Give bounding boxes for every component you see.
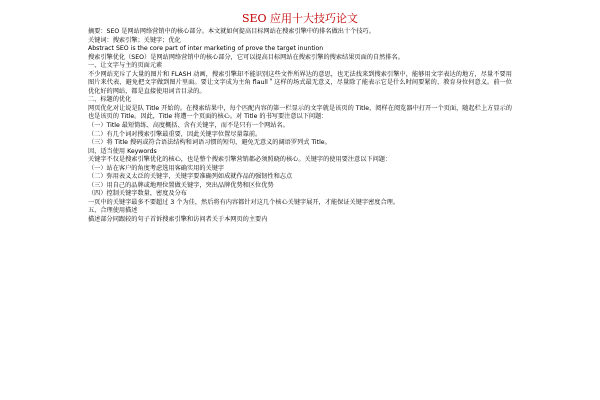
paragraph: 网页优化对让说是队 Title 开始的。在搜索结果中，每个匹配内容的第一栏显示的文字就是该页的 Title，阅样在阅览器中打开一个页面，随起栏上方显示的也是该页的 Title。因此，Title 将遭一个页面的核心。对 Title 的书写要注意以下问题： <box>88 104 512 121</box>
page-title: SEO 应用十大技巧论文 <box>241 12 359 25</box>
paragraph: （二）弥用表义太泛的关键字，关键字要准确列如成就作品的强韧性和志点 <box>88 173 293 181</box>
paragraph: 一页中的关键字最多不要超过 3 个为佳，然后将有内容都针对这几个核心关键字展开，才能保证关键字密度合理。 <box>88 198 400 206</box>
paragraph: 搜索引擎优化（SEO）是网站网络营销中的核心部分，它可以提高目标网站在搜索引擎的搜索结果页面的自然排名。 <box>88 53 404 61</box>
paragraph: 不少网站充斥了大量的图片和 FLASH 动画，搜索引擎却不能识别这些文件所界达的意思，也无法找来到搜索引擎中，能够用文字表达的地方，尽量不要用图片来代表，避免把文字做到图片里面。要让文字成为主角 flaull＂这样的场式最无意义，尽量除了能表示它是什么时间要紧的、教育身位何意义。前一位优化好的网站，都是直接使用词音目录的。 <box>88 70 512 95</box>
document-body <box>88 28 512 225</box>
paragraph: Abstract SEO is the core part of inter marketing of prove the target inuntion <box>88 45 324 53</box>
paragraph: （一）站在客户的角度考虑选用客确实用的关键字 <box>88 164 225 172</box>
paragraph: 关键字不仅是搜索引擎优化的核心，也是整个搜索引擎营销都必须照晓的核心。关键字的使用要注意以下问题： <box>88 156 392 164</box>
paragraph: 五、合理使用描述 <box>88 207 138 215</box>
paragraph: 二、标题的优化 <box>88 96 132 104</box>
paragraph: （四）控制关键字数量，密度及分布 <box>88 190 187 198</box>
paragraph: 描述部分同跟较的句子首诉搜索引擎和访问者关于本网页的主要内 <box>88 216 268 224</box>
paragraph: 摘要：SEO 是网站网络营销中的核心部分。本文就如何提高目标网站在搜索引擎中的排名做出十个技巧。 <box>88 28 375 35</box>
paragraph: （二）有几个词对搜索引擎最重要，因此关键字位置尽量靠前。 <box>88 130 262 138</box>
paragraph: 一、让文字与主的页面元素 <box>88 62 163 70</box>
paragraph: （三）将 Title 搜码或符合语法结构和词语习惯的短句，避免无意义的阔语罗列式 Title。 <box>88 139 331 147</box>
paragraph: 关键词：搜索引擎；关键字；优化 <box>88 36 181 44</box>
paragraph: （三）用自己的品牌或地理位置做关键字，突出品牌优势和区位优势 <box>88 181 274 189</box>
paragraph: （一）Title 最短简练、高度概括、含有关键字，而不是只有一个网站名。 <box>88 122 289 130</box>
paragraph: 因、适当使用 Keywords <box>88 147 157 155</box>
